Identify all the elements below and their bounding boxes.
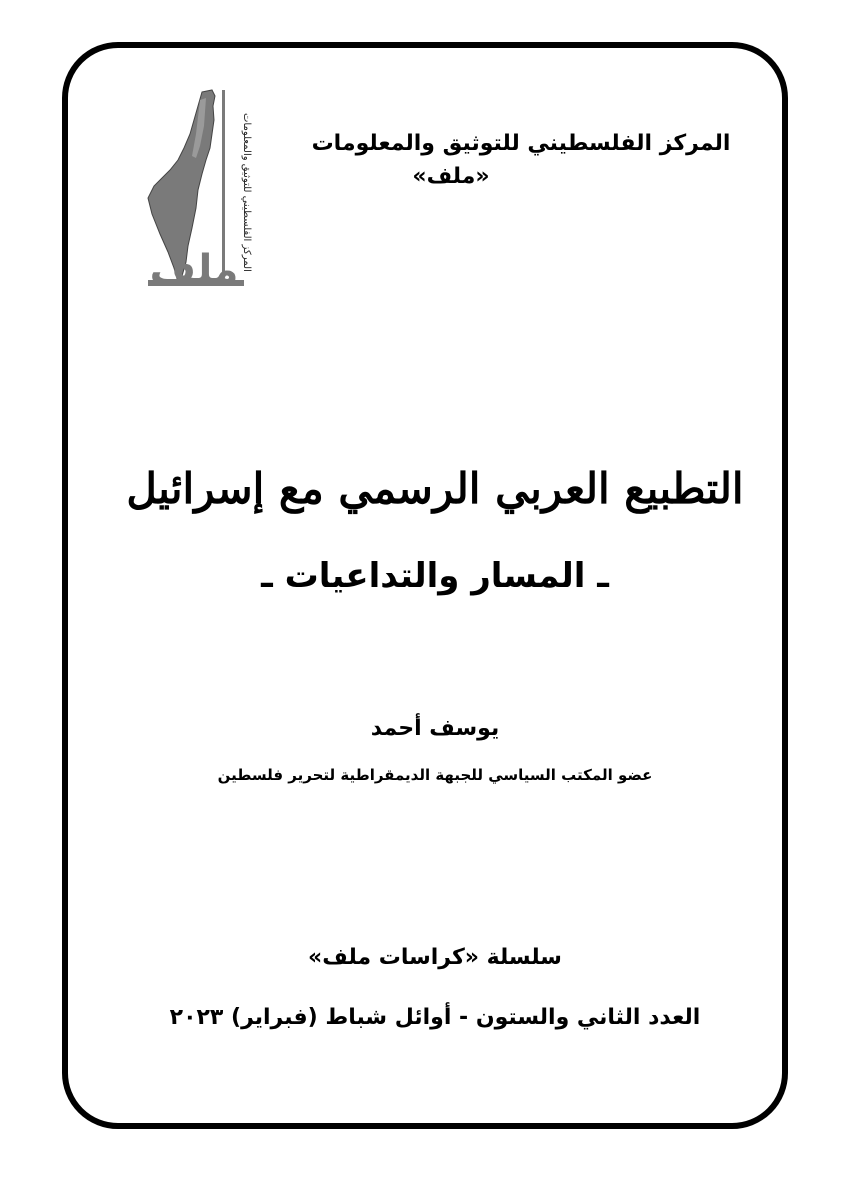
organization-header	[301, 128, 741, 194]
organization-logo	[140, 86, 275, 296]
series-name: سلسلة «كراسات ملف»	[308, 945, 562, 970]
organization-name: المركز الفلسطيني للتوثيق والمعلومات	[311, 131, 731, 156]
author-role: عضو المكتب السياسي للجبهة الديمقراطية لتحرير فلسطين	[217, 766, 653, 784]
author-name: يوسف أحمد	[370, 716, 500, 741]
document-title: التطبيع العربي الرسمي مع إسرائيل	[126, 464, 744, 513]
issue-info: العدد الثاني والستون - أوائل شباط (فبراير) ٢٠٢٣	[169, 1005, 701, 1030]
organization-short-name: «ملف»	[412, 164, 490, 189]
logo-word: ملف	[149, 247, 239, 293]
logo-vertical-text: المركز الفلسطيني للتوثيق والمعلومات	[241, 113, 252, 272]
document-subtitle: ـ المسار والتداعيات ـ	[261, 556, 609, 596]
